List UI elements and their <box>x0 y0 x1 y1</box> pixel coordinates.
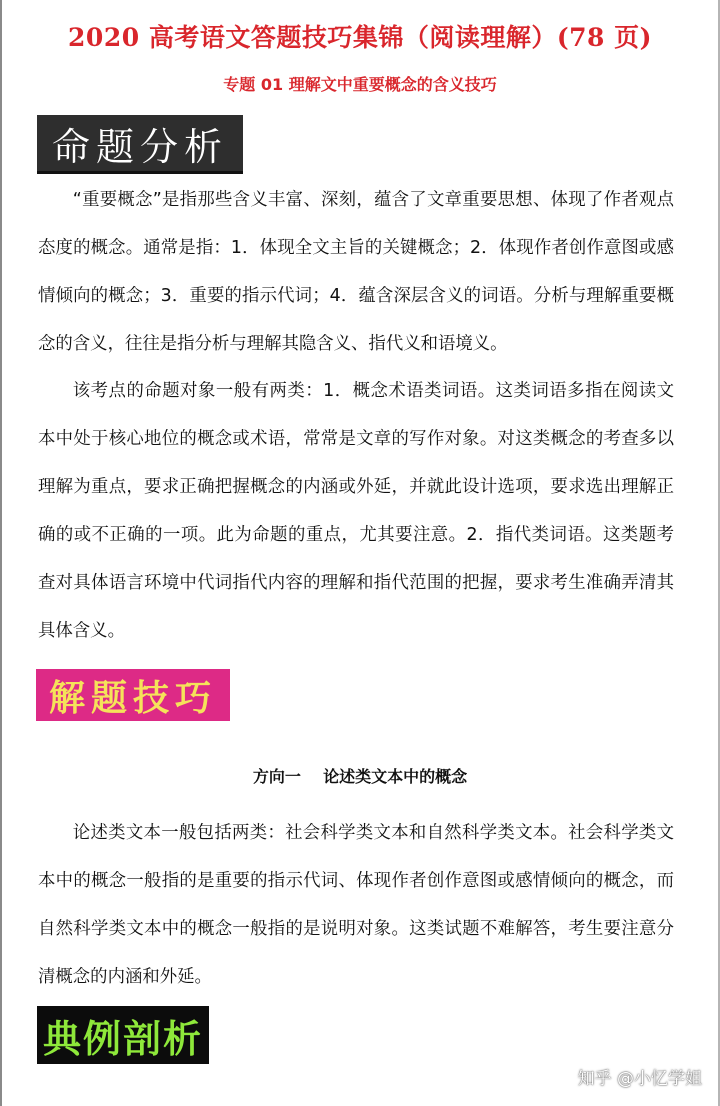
banner-problem-solving-skills: 解题技巧 <box>36 669 230 721</box>
document-subtitle: 专题 01 理解文中重要概念的含义技巧 <box>223 75 497 94</box>
paragraph-question-types: 该考点的命题对象一般有两类：1．概念术语类词语。这类词语多指在阅读文本中处于核心地位的概念或术语，常常是文章的写作对象。对这类概念的考查多以理解为重点，要求正确把握概念的内涵或外延，并就此设计选项，要求选出理解正确的或不正确的一项。此为命题的重点，尤其要注意。2．指代类词语。这类题考查对具体语言环境中代词指代内容的理解和指代范围的把握，要求考生准确弄清其具体含义。 <box>38 381 674 641</box>
page-edge-left <box>0 0 2 1106</box>
paragraph-key-concepts: “重要概念”是指那些含义丰富、深刻，蕴含了文章重要思想、体现了作者观点态度的概念。通常是指：1．体现全文主旨的关键概念；2．体现作者创作意图或感情倾向的概念；3．重要的指示代词；4．蕴含深层含义的词语。分析与理解重要概念的含义，往往是指分析与理解其隐含义、指代义和语境义。 <box>38 190 674 354</box>
section-heading: 方向一 论述类文本中的概念 <box>252 767 468 786</box>
banner-example-analysis: 典例剖析 <box>37 1006 209 1064</box>
document-title: 2020 高考语文答题技巧集锦（阅读理解）(78 页) <box>68 23 652 52</box>
zhihu-watermark: 知乎 @小忆学姐 <box>577 1069 702 1089</box>
banner-proposition-analysis: 命题分析 <box>37 115 243 174</box>
paragraph-argumentative-text: 论述类文本一般包括两类：社会科学类文本和自然科学类文本。社会科学类文本中的概念一般指的是重要的指示代词、体现作者创作意图或感情倾向的概念，而自然科学类文本中的概念一般指的是说明对象。这类试题不难解答，考生要注意分清概念的内涵和外延。 <box>38 823 674 987</box>
